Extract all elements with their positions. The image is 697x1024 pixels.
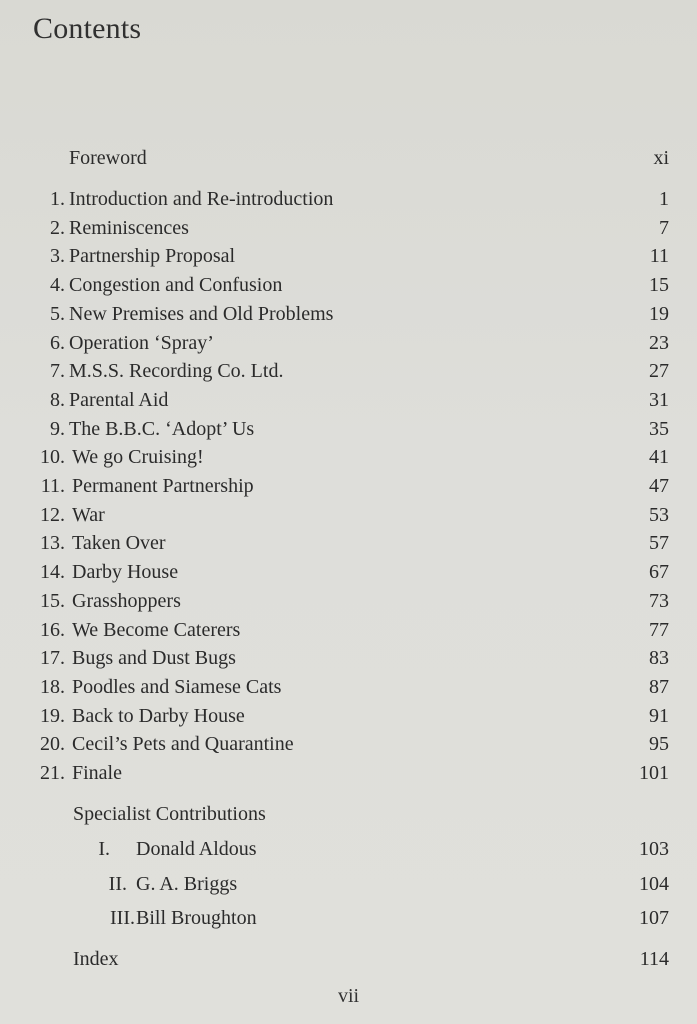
entry-label: Donald Aldous — [136, 838, 257, 860]
toc-entry-chapter — [0, 300, 697, 328]
entry-number: 20. — [40, 733, 65, 755]
entry-label: War — [72, 504, 105, 526]
entry-label: Cecil’s Pets and Quarantine — [72, 733, 294, 755]
entry-label: Bugs and Dust Bugs — [72, 647, 236, 669]
toc-entry-chapter — [0, 616, 697, 644]
entry-label: Introduction and Re-introduction — [69, 188, 334, 210]
entry-page: 101 — [639, 762, 669, 784]
page-title: Contents — [33, 12, 142, 45]
entry-number: 9. — [50, 418, 65, 440]
entry-label: We go Cruising! — [72, 446, 204, 468]
entry-label: The B.B.C. ‘Adopt’ Us — [69, 418, 255, 440]
entry-number: II. — [108, 873, 127, 895]
toc-entry-chapter — [0, 271, 697, 299]
entry-page: 41 — [649, 446, 669, 468]
entry-label: G. A. Briggs — [136, 873, 238, 895]
toc-entry-foreword — [0, 144, 697, 172]
entry-number: 17. — [40, 647, 65, 669]
entry-label: M.S.S. Recording Co. Ltd. — [69, 360, 284, 382]
toc-entry-chapter — [0, 472, 697, 500]
entry-number: 8. — [50, 389, 65, 411]
entry-label: Finale — [72, 762, 122, 784]
entry-number: 18. — [40, 676, 65, 698]
page-number: vii — [337, 985, 360, 1007]
toc-entry-specialist — [0, 870, 697, 898]
entry-page: 7 — [659, 217, 669, 239]
toc-entry-chapter — [0, 587, 697, 615]
toc-entry-specialist — [0, 904, 697, 932]
entry-number: 12. — [40, 504, 65, 526]
entry-number: 5. — [50, 303, 65, 325]
toc-entry-chapter — [0, 357, 697, 385]
entry-number: 13. — [40, 532, 65, 554]
entry-label: Congestion and Confusion — [69, 274, 283, 296]
entry-label: Back to Darby House — [72, 705, 245, 727]
toc-entry-chapter — [0, 329, 697, 357]
toc-entry-chapter — [0, 644, 697, 672]
toc-entry-chapter — [0, 386, 697, 414]
entry-number: 1. — [50, 188, 65, 210]
entry-label: Reminiscences — [69, 217, 189, 239]
specialist-heading: Specialist Contributions — [73, 803, 266, 825]
entry-page: 95 — [649, 733, 669, 755]
entry-number: 4. — [50, 274, 65, 296]
entry-page: 73 — [649, 590, 669, 612]
entry-number: 16. — [40, 619, 65, 641]
entry-number: 10. — [40, 446, 65, 468]
toc-entry-chapter — [0, 443, 697, 471]
toc-entry-chapter — [0, 673, 697, 701]
entry-label: Taken Over — [72, 532, 166, 554]
toc-entry-chapter — [0, 558, 697, 586]
entry-label: Operation ‘Spray’ — [69, 332, 214, 354]
entry-page: 15 — [649, 274, 669, 296]
entry-page: xi — [653, 147, 669, 169]
entry-page: 27 — [649, 360, 669, 382]
entry-label: Poodles and Siamese Cats — [72, 676, 282, 698]
entry-page: 103 — [639, 838, 669, 860]
entry-number: 15. — [40, 590, 65, 612]
entry-page: 107 — [639, 907, 669, 929]
toc-entry-chapter — [0, 415, 697, 443]
entry-page: 57 — [649, 532, 669, 554]
entry-label: Parental Aid — [69, 389, 169, 411]
entry-label: Grasshoppers — [72, 590, 181, 612]
entry-number: I. — [98, 838, 110, 860]
entry-number: 11. — [40, 475, 65, 497]
toc-entry-specialist — [0, 835, 697, 863]
entry-label: Index — [73, 948, 119, 970]
toc-entry-chapter — [0, 501, 697, 529]
toc-entry-chapter — [0, 185, 697, 213]
entry-page: 35 — [649, 418, 669, 440]
entry-page: 11 — [649, 245, 669, 267]
entry-page: 19 — [649, 303, 669, 325]
toc-entry-chapter — [0, 242, 697, 270]
entry-page: 53 — [649, 504, 669, 526]
entry-label: Permanent Partnership — [72, 475, 254, 497]
entry-number: 7. — [50, 360, 65, 382]
entry-page: 77 — [649, 619, 669, 641]
entry-number: 14. — [40, 561, 65, 583]
toc-entry-chapter — [0, 214, 697, 242]
entry-number: 6. — [50, 332, 65, 354]
entry-number: 19. — [40, 705, 65, 727]
entry-page: 23 — [649, 332, 669, 354]
entry-page: 67 — [649, 561, 669, 583]
entry-page: 83 — [649, 647, 669, 669]
toc-entry-chapter — [0, 759, 697, 787]
entry-page: 87 — [649, 676, 669, 698]
entry-label: Foreword — [69, 147, 147, 169]
entry-number: 21. — [40, 762, 65, 784]
toc-entry-chapter — [0, 529, 697, 557]
entry-number: III. — [110, 907, 135, 929]
entry-number: 2. — [50, 217, 65, 239]
toc-entry-chapter — [0, 730, 697, 758]
entry-page: 47 — [649, 475, 669, 497]
entry-label: New Premises and Old Problems — [69, 303, 334, 325]
entry-page: 31 — [649, 389, 669, 411]
entry-label: We Become Caterers — [72, 619, 241, 641]
specialist-heading-row — [0, 800, 697, 828]
entry-label: Bill Broughton — [136, 907, 257, 929]
entry-label: Partnership Proposal — [69, 245, 236, 267]
entry-page: 91 — [649, 705, 669, 727]
entry-label: Darby House — [72, 561, 179, 583]
entry-page: 114 — [639, 948, 669, 970]
entry-number: 3. — [50, 245, 65, 267]
entry-page: 1 — [659, 188, 669, 210]
toc-entry-chapter — [0, 702, 697, 730]
entry-page: 104 — [639, 873, 669, 895]
toc-entry-index — [0, 945, 697, 973]
